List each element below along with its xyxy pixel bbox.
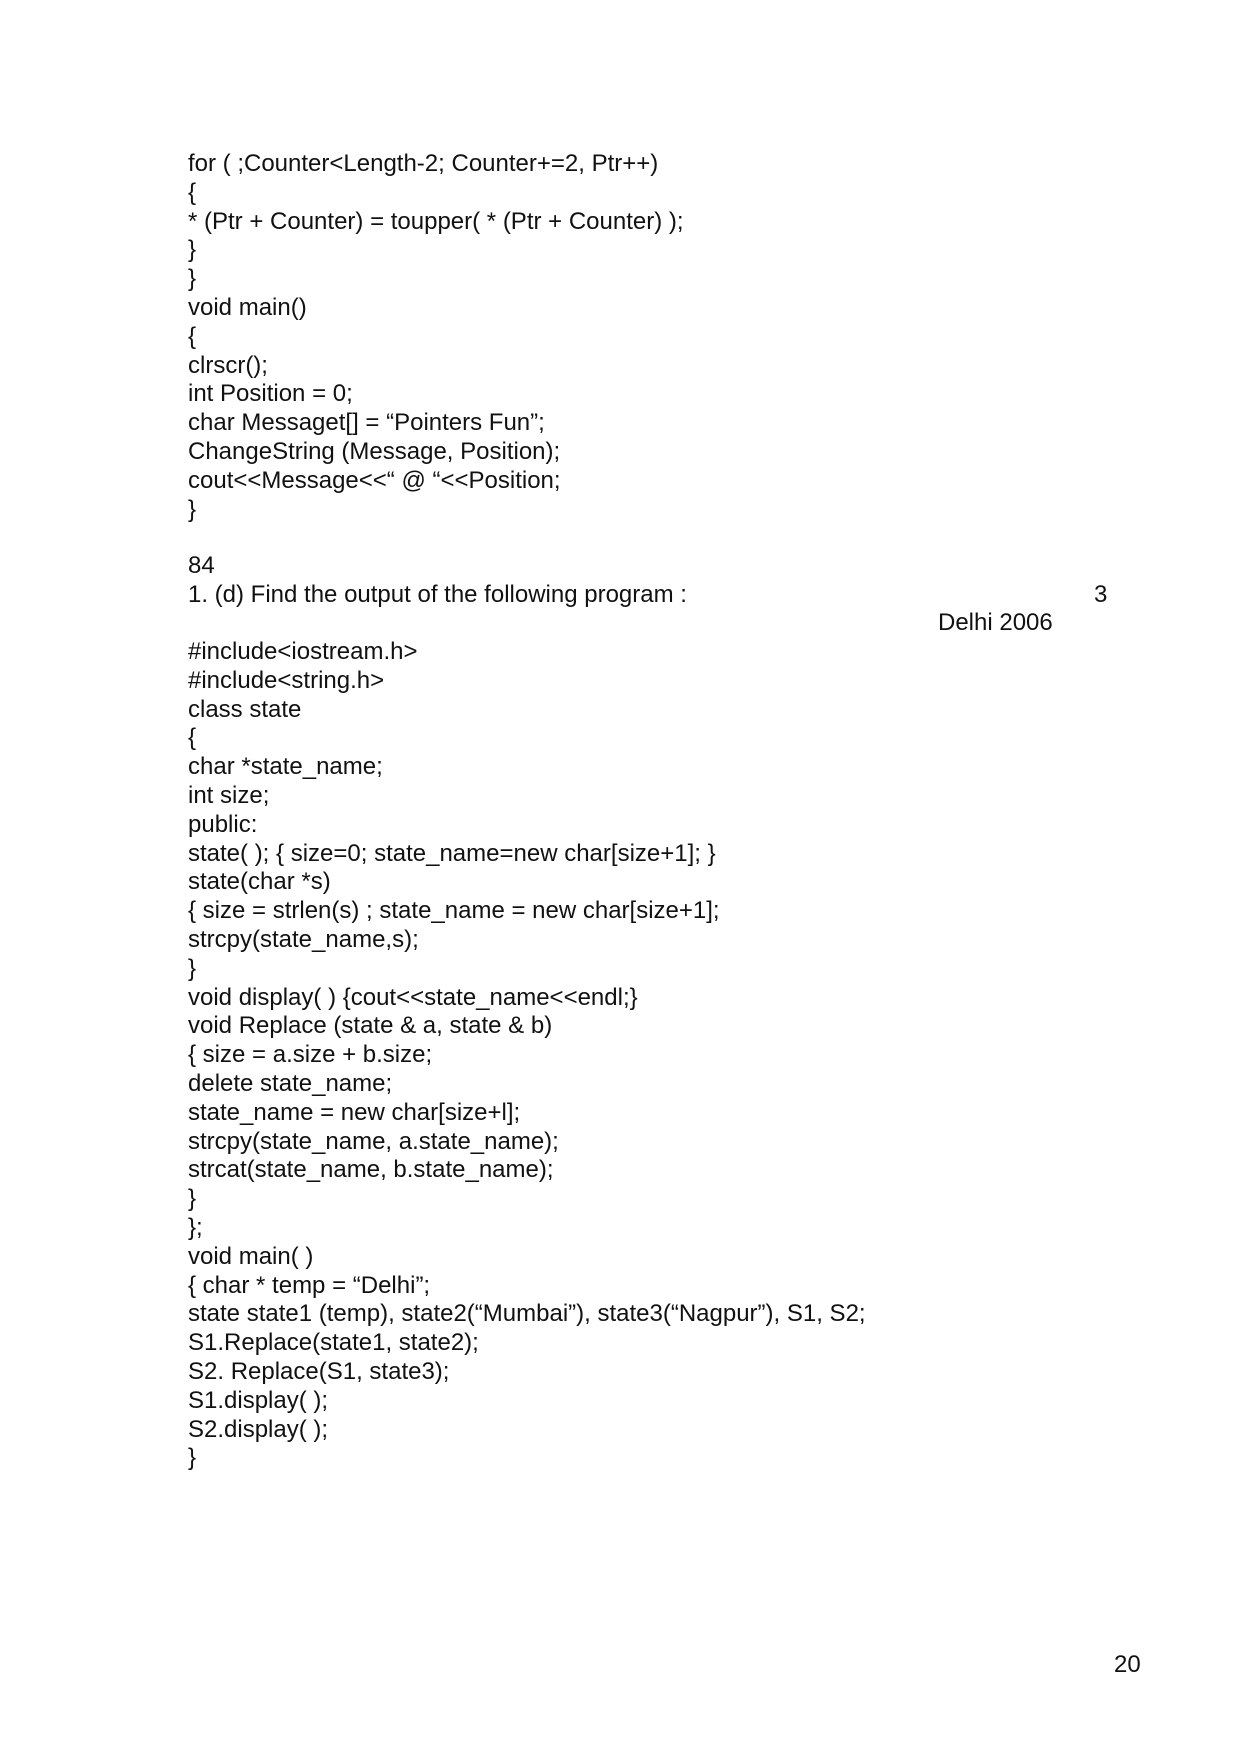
code-line: state_name = new char[size+l];	[188, 1098, 521, 1126]
code-line: class state	[188, 695, 302, 723]
code-line: int size;	[188, 781, 270, 809]
code-line: cout<<Message<<“ @ “<<Position;	[188, 466, 561, 494]
code-line: S1.display( );	[188, 1386, 329, 1414]
code-line: void main()	[188, 293, 307, 321]
code-line: ChangeString (Message, Position);	[188, 437, 561, 465]
code-line: void Replace (state & a, state & b)	[188, 1012, 553, 1040]
code-line: strcpy(state_name,s);	[188, 925, 419, 953]
code-line: public:	[188, 810, 258, 838]
code-line: char Messaget[] = “Pointers Fun”;	[188, 409, 545, 437]
code-line: { size = a.size + b.size;	[188, 1041, 433, 1069]
code-line: S2.display( );	[188, 1415, 329, 1443]
code-line: }	[188, 1444, 197, 1472]
code-line: {	[188, 178, 197, 206]
code-line: void display( ) {cout<<state_name<<endl;}	[188, 983, 638, 1011]
code-line: { size = strlen(s) ; state_name = new char[size+1];	[188, 897, 720, 925]
code-line: }	[188, 495, 197, 523]
code-line: state state1 (temp), state2(“Mumbai”), state3(“Nagpur”), S1, S2;	[188, 1300, 866, 1328]
question-source: Delhi 2006	[938, 609, 1053, 636]
code-line: }	[188, 265, 197, 293]
code-line: S1.Replace(state1, state2);	[188, 1329, 479, 1357]
question-text: 1. (d) Find the output of the following program :	[188, 581, 687, 608]
code-line: { char * temp = “Delhi”;	[188, 1271, 431, 1299]
code-line: clrscr();	[188, 351, 268, 379]
code-line: }	[188, 236, 197, 264]
code-line: int Position = 0;	[188, 380, 353, 408]
code-line: #include<string.h>	[188, 666, 385, 694]
code-line: for ( ;Counter<Length-2; Counter+=2, Ptr++)	[188, 150, 659, 177]
page-number: 20	[1114, 1651, 1141, 1678]
question-marks: 3	[1094, 581, 1108, 608]
question-number: 84	[188, 552, 215, 579]
code-line: };	[188, 1213, 203, 1241]
code-line: state(char *s)	[188, 868, 331, 896]
code-line: strcpy(state_name, a.state_name);	[188, 1127, 559, 1155]
code-line: {	[188, 322, 197, 350]
code-line: #include<iostream.h>	[188, 638, 418, 665]
code-line: delete state_name;	[188, 1069, 393, 1097]
code-line: * (Ptr + Counter) = toupper( * (Ptr + Counter) );	[188, 207, 684, 235]
code-block-top	[188, 150, 684, 524]
code-line: }	[188, 1185, 197, 1213]
code-line: state( ); { size=0; state_name=new char[size+1]; }	[188, 839, 716, 867]
code-line: char *state_name;	[188, 753, 383, 781]
code-line: {	[188, 724, 197, 752]
code-line: }	[188, 954, 197, 982]
code-block-bottom	[188, 638, 866, 1473]
code-line: S2. Replace(S1, state3);	[188, 1357, 450, 1385]
code-line: void main( )	[188, 1242, 314, 1270]
code-line: strcat(state_name, b.state_name);	[188, 1156, 554, 1184]
